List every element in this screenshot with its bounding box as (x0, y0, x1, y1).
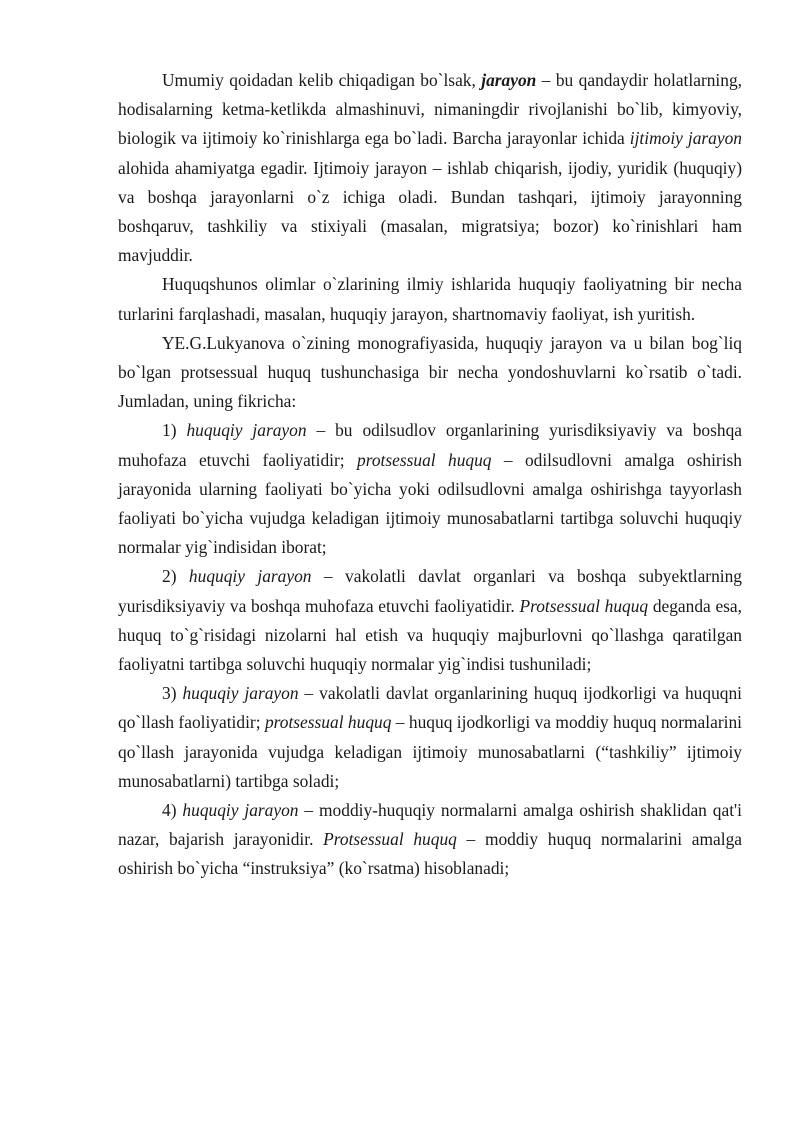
item-number: 1) (162, 420, 187, 441)
text-run: – bu odilsudlov organlarining yurisdiksiyaviy va boshqa muhofaza etuvchi faoliyatidir; (118, 420, 742, 470)
text-run: – odilsudlovni amalga oshirish jarayonida ularning faoliyati bo`yicha yoki odilsudlovni amalga oshirishga tayyorlash faoliyati bo`yicha vujudga keladigan ijtimoiy munosabatlarni tartibga soluvchi huquqiy normalar yig`indisidan iborat; (118, 449, 742, 558)
term-ijtimoiy-jarayon: ijtimoiy jarayon (629, 128, 742, 149)
list-item-4 (118, 796, 742, 884)
item-number: 2) (162, 566, 189, 587)
term-huquqiy-jarayon: huquqiy jarayon (188, 566, 312, 587)
text-run: Umumiy qoidadan kelib chiqadigan bo`lsak, (162, 70, 482, 90)
paragraph-lukyanova (118, 329, 742, 417)
text-run: alohida ahamiyatga egadir. Ijtimoiy jarayon – ishlab chiqarish, ijodiy, yuridik (huquqiy) va boshqa jarayonlarni o`z ichiga oladi. Bundan tashqari, ijtimoiy jarayonning boshqaruv, tashkiliy va stixiyali (masalan, migratsiya; bozor) ko`rinishlari ham mavjuddir. (118, 157, 742, 266)
text-run: deganda esa, huquq to`g`risidagi nizolarni hal etish va huquqiy majburlovni qo`llashga qaratilgan faoliyatni tartibga soluvchi huquqiy normalar yig`indisi tushuniladi; (118, 595, 743, 675)
term-huquqiy-jarayon: huquqiy jarayon (182, 800, 299, 821)
item-number: 4) (162, 800, 183, 821)
text-run: YE.G.Lukyanova o`zining monografiyasida, huquqiy jarayon va u bilan bog`liq bo`lgan protsessual huquq tushunchasiga bir necha yondoshuvlarni ko`rsatib o`tadi. Jumladan, uning fikricha: (118, 332, 742, 412)
list-item-1 (118, 416, 742, 562)
term-protsessual-huquq: Protsessual huquq (519, 595, 649, 616)
term-protsessual-huquq: protsessual huquq (357, 449, 492, 470)
term-huquqiy-jarayon: huquqiy jarayon (182, 683, 299, 704)
list-item-2 (118, 562, 742, 679)
text-run: – vakolatli davlat organlari va boshqa subyektlarning yurisdiksiyaviy va boshqa muhofaza etuvchi faoliyatidir. (118, 566, 742, 616)
item-number: 3) (162, 683, 183, 704)
text-run: Huquqshunos olimlar o`zlarining ilmiy ishlarida huquqiy faoliyatning bir necha turlarini farqlashadi, masalan, huquqiy jarayon, shartnomaviy faoliyat, ish yuritish. (118, 274, 742, 324)
text-run: – moddiy-huquqiy normalarni amalga oshirish shaklidan qat'i nazar, bajarish jarayonidir. (118, 800, 743, 850)
paragraph-huquqshunos (118, 270, 742, 328)
text-run: – huquq ijodkorligi va moddiy huquq normalarini qo`llash jarayonida vujudga keladigan ijtimoiy munosabatlarni (“tashkiliy” ijtimoiy munosabatlarni) tartibga soladi; (118, 712, 742, 791)
text-run: – bu qandaydir holatlarning, hodisalarning ketma-ketlikda almashinuvi, nimaningdir rivojlanishi bo`lib, kimyoviy, biologik va ijtimoiy ko`rinishlarga ega bo`ladi. Barcha jarayonlar ichida (118, 70, 742, 149)
paragraph-intro (118, 66, 742, 270)
text-run: – moddiy huquq normalarini amalga oshirish bo`yicha “instruksiya” (ko`rsatma) hisoblanadi; (118, 829, 743, 879)
term-jarayon: jarayon (481, 70, 537, 90)
list-item-3 (118, 679, 742, 796)
term-huquqiy-jarayon: huquqiy jarayon (186, 420, 307, 441)
text-run: – vakolatli davlat organlarining huquq ijodkorligi va huquqni qo`llash faoliyatidir; (118, 683, 742, 733)
term-protsessual-huquq: Protsessual huquq (323, 829, 457, 850)
term-protsessual-huquq: protsessual huquq (264, 712, 392, 733)
